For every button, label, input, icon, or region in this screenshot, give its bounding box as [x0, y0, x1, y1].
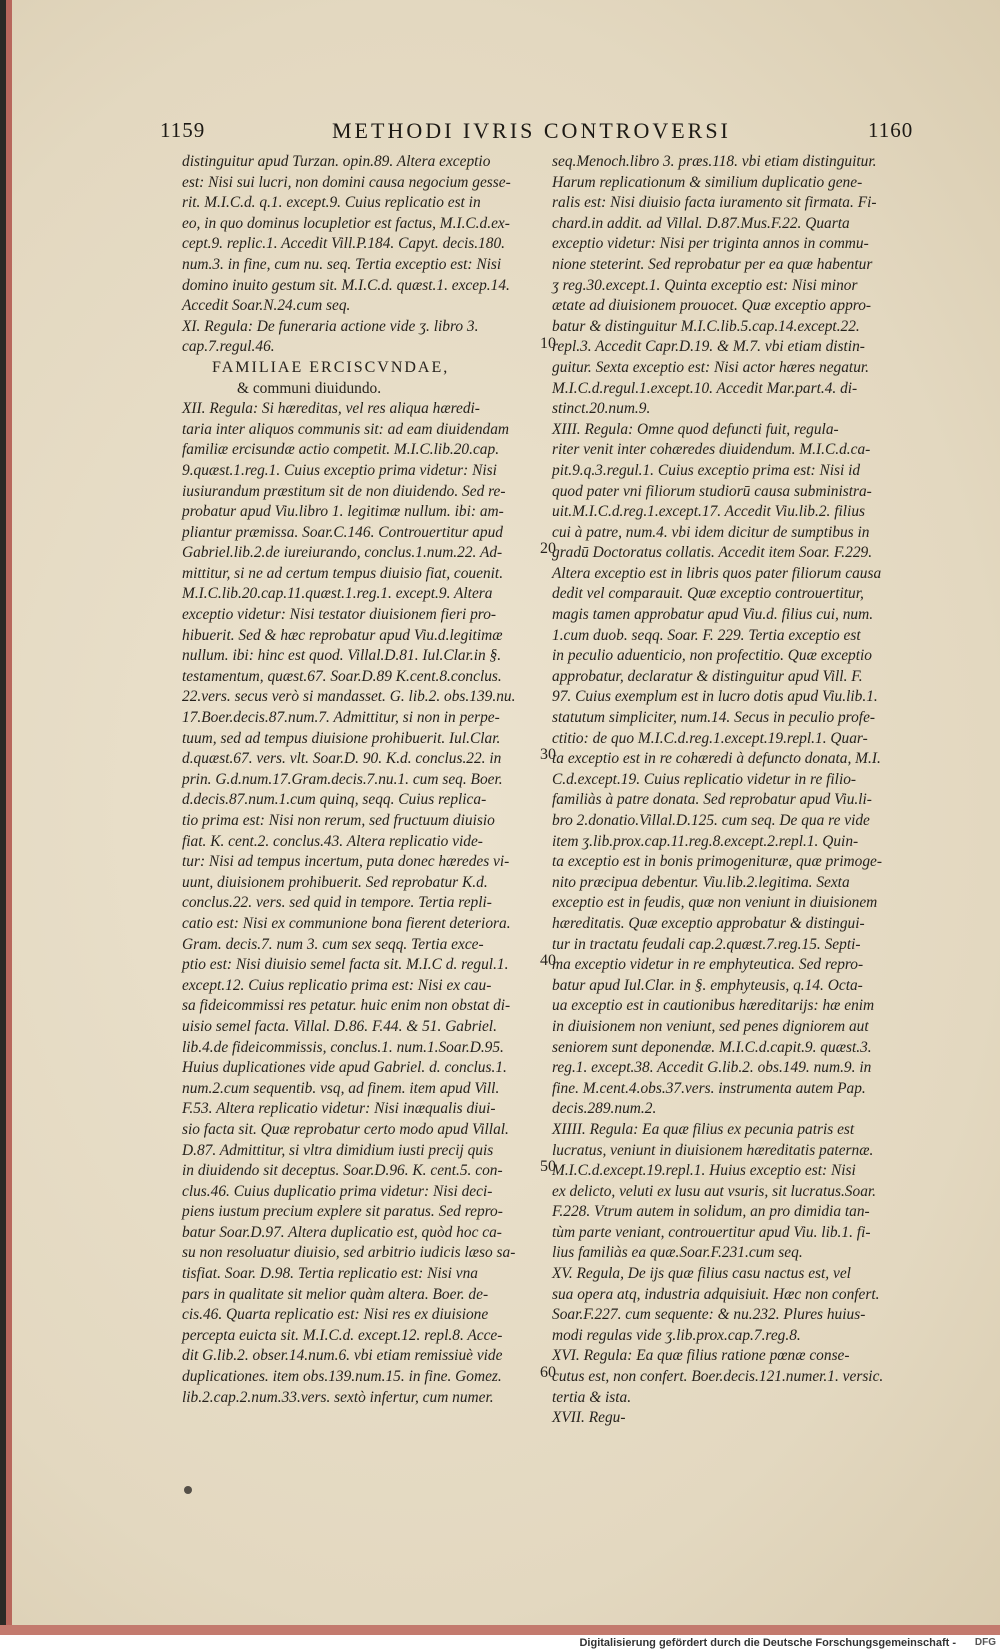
text-line: lius familiàs ea quæ.Soar.F.231.cum seq.	[552, 1244, 803, 1262]
text-line: XIII. Regula: Omne quod defuncti fuit, regula-	[552, 420, 839, 438]
text-line: 1.cum duob. seqq. Soar. F. 229. Tertia exceptio est	[552, 626, 861, 644]
text-line: num.2.cum sequentib. vsq, ad finem. item apud Vill.	[182, 1079, 500, 1097]
text-line: ta exceptio est in bonis primogenituræ, quæ primoge-	[552, 853, 883, 871]
text-line: modi regulas vide ʒ.lib.prox.cap.7.reg.8.	[552, 1326, 801, 1344]
text-line: nullum. ibi: hinc est quod. Villal.D.81. Iul.Clar.in §.	[182, 647, 502, 665]
text-line: conclus.22. vers. sed quid in tempore. Tertia repli-	[182, 894, 492, 912]
text-line: batur & distinguitur M.I.C.lib.5.cap.14.except.22.	[552, 317, 860, 335]
text-line: M.I.C.lib.20.cap.11.quæst.1.reg.1. except.9. Altera	[182, 585, 493, 603]
text-line: seq.Menoch.libro 3. præs.118. vbi etiam distinguitur.	[552, 153, 877, 170]
text-line: num.3. in fine, cum nu. seq. Tertia exceptio est: Nisi	[182, 255, 502, 273]
text-line: duplicationes. item obs.139.num.15. in fine. Gomez.	[182, 1368, 502, 1386]
text-line: rit. M.I.C.d. q.1. except.9. Cuius replicatio est in	[182, 194, 481, 212]
text-line: stinct.20.num.9.	[552, 400, 651, 418]
line-number: 30	[540, 746, 556, 763]
text-line: Gabriel.lib.2.de iureiurando, conclus.1.num.22. Ad-	[182, 544, 503, 562]
text-line: pars in qualitate sit melior quàm altera. Boer. de-	[182, 1285, 489, 1303]
text-line: Soar.F.227. cum sequente: & nu.232. Plures huius-	[552, 1306, 866, 1324]
text-line: uunt, diuisionem prohibuerit. Sed reprobatur K.d.	[182, 873, 488, 891]
text-line: repl.3. Accedit Capr.D.19. & M.7. vbi etiam distin-	[552, 338, 865, 356]
page-number-left: 1159	[160, 118, 206, 142]
text-line: 97. Cuius exemplum est in lucro dotis apud Viu.lib.1.	[552, 688, 878, 706]
text-line: tertia & ista.	[552, 1388, 632, 1406]
text-line: M.I.C.d.regul.1.except.10. Accedit Mar.part.4. di-	[552, 379, 858, 397]
text-line: iusiurandum præstitum sit de non diuidendo. Sed re-	[182, 482, 506, 500]
text-line: probatur apud Viu.libro 1. legitimæ nullum. ibi: am-	[182, 503, 504, 521]
text-line: 22.vers. secus verò si mandasset. G. lib.2. obs.139.nu.	[182, 688, 516, 706]
text-line: ctitio: de quo M.I.C.d.reg.1.except.19.repl.1. Quar-	[552, 729, 868, 747]
text-line: hibuerit. Sed & hæc reprobatur apud Viu.d.legitimæ	[182, 626, 503, 644]
text-line: d.decis.87.num.1.cum quinq, seqq. Cuius replica-	[182, 791, 487, 809]
text-line: lucratus, veniunt in diuisionem hæreditatis paternæ.	[552, 1141, 874, 1159]
page-number-right: 1160	[868, 118, 914, 142]
text-line: exceptio videtur: Nisi per triginta annos in commu-	[552, 235, 869, 253]
running-title: METHODI IVRIS CONTROVERSI	[332, 118, 731, 143]
text-line: in diuisionem non veniunt, sed penes digniorem aut	[552, 1017, 869, 1035]
text-line: Accedit Soar.N.24.cum seq.	[182, 297, 351, 315]
text-line: item ʒ.lib.prox.cap.11.reg.8.except.2.repl.1. Quin-	[552, 832, 859, 850]
text-line: statutum simpliciter, num.14. Secus in peculio profe-	[552, 709, 876, 727]
text-line: distinguitur apud Turzan. opin.89. Altera exceptio	[182, 153, 491, 170]
text-line: magis tamen approbatur apud Viu.d. filius cui, num.	[552, 606, 874, 624]
text-line: guitur. Sexta exceptio est: Nisi actor hæres negatur.	[552, 358, 870, 376]
text-line: cui à patre, num.4. vbi idem dicitur de sumptibus in	[552, 523, 870, 541]
text-line: ralis est: Nisi diuisio facta iuramento sit firmata. Fi-	[552, 194, 877, 212]
text-line: d.quæst.67. vers. vlt. Soar.D. 90. K.d. conclus.22. in	[182, 750, 502, 768]
text-line: dedit vel comparauit. Quæ exceptio controuertitur,	[552, 585, 864, 603]
text-line: 17.Boer.decis.87.num.7. Admittitur, si non in perpe-	[182, 709, 500, 727]
left-text-column	[182, 152, 562, 1408]
text-line: exceptio videtur: Nisi testator diuisionem fieri pro-	[182, 606, 497, 624]
text-line: tio prima est: Nisi non rerum, sed fructuum diuisio	[182, 812, 495, 829]
text-line: C.d.except.19. Cuius replicatio videtur in re filio-	[552, 770, 857, 788]
page-edge-band	[0, 1625, 1000, 1635]
text-line: batur Soar.D.97. Altera duplicatio est, quòd hoc ca-	[182, 1223, 502, 1241]
text-line: nito præcipua debentur. Viu.lib.2.legitima. Sexta	[552, 873, 850, 891]
line-number: 10	[540, 335, 556, 352]
text-line: familiàs à patre donata. Sed reprobatur apud Viu.li-	[552, 791, 872, 809]
text-line: reg.1. except.38. Accedit G.lib.2. obs.149. num.9. in	[552, 1059, 872, 1077]
text-line: XII. Regula: Si hæreditas, vel res aliqua hæredi-	[182, 400, 480, 418]
text-line: lib.4.de fideicommissis, conclus.1. num.1.Soar.D.95.	[182, 1038, 504, 1056]
text-line: tur in tractatu feudali cap.2.quæst.7.reg.15. Septi-	[552, 935, 861, 953]
text-line: chard.in addit. ad Villal. D.87.Mus.F.22. Quarta	[552, 214, 850, 232]
text-line: taria inter aliquos communis sit: ad eam diuidendam	[182, 420, 510, 438]
text-line: in peculio aduenticio, non profectitio. Quæ exceptio	[552, 647, 872, 665]
text-line: tuum, sed ad tempus diuisione prohibuerit. Iul.Clar.	[182, 729, 501, 747]
text-line: fiat. K. cent.2. conclus.43. Altera replicatio vide-	[182, 832, 483, 850]
text-line: sa fideicommissi res petatur. huic enim non obstat di-	[182, 997, 511, 1015]
text-line: XI. Regula: De funeraria actione vide ʒ. libro 3.	[182, 317, 479, 335]
text-line: F.228. Vtrum autem in solidum, an pro dimidia tan-	[552, 1203, 870, 1221]
right-text-column	[552, 152, 932, 1429]
text-line: seniorem sunt deponendæ. M.I.C.d.capit.9. quæst.3.	[552, 1038, 872, 1056]
line-number: 20	[540, 540, 556, 557]
text-line: exceptio est in feudis, quæ non veniunt in diuisionem	[552, 894, 878, 912]
text-line: gradū Doctoratus collatis. Accedit item Soar. F.229.	[552, 544, 873, 562]
text-line: piens iustum precium explere sit paratus. Sed repro-	[182, 1203, 503, 1221]
text-line: except.12. Cuius replicatio prima est: Nisi ex cau-	[182, 976, 492, 994]
text-line: ʒ reg.30.except.1. Quinta exceptio est: Nisi minor	[552, 276, 858, 294]
text-line: 9.quæst.1.reg.1. Cuius exceptio prima videtur: Nisi	[182, 461, 497, 479]
text-line: percepta euicta sit. M.I.C.d. except.12. repl.8. Acce-	[182, 1326, 503, 1344]
text-line: cutus est, non confert. Boer.decis.121.numer.1. versic.	[552, 1368, 884, 1386]
text-line: clus.46. Cuius duplicatio prima videtur: Nisi deci-	[182, 1182, 493, 1200]
text-line: FAMILIAE ERCISCVNDAE,	[212, 358, 450, 376]
text-line: cis.46. Quarta replicatio est: Nisi res ex diuisione	[182, 1306, 489, 1324]
text-line: sua opera atq, industria adquisiuit. Hæc non confert.	[552, 1285, 880, 1303]
text-line: domino inuito gestum sit. M.I.C.d. quæst.1. excep.14.	[182, 276, 510, 294]
line-number: 50	[540, 1158, 556, 1175]
text-line: decis.289.num.2.	[552, 1100, 657, 1118]
text-line: in diuidendo sit deceptus. Soar.D.96. K. cent.5. con-	[182, 1162, 503, 1180]
text-line: fine. M.cent.4.obs.37.vers. instrumenta autem Pap.	[552, 1079, 866, 1097]
text-line: XV. Regula, De ijs quæ filius casu nactus est, vel	[552, 1265, 851, 1283]
text-line: tùm parte veniant, controuertitur apud Viu. lib.1. fi-	[552, 1223, 871, 1241]
text-line: ta exceptio est in re cohæredi à defuncto donata, M.I.	[552, 750, 881, 768]
text-line: bro 2.donatio.Villal.D.125. cum seq. De qua re vide	[552, 812, 870, 829]
text-line: dit G.lib.2. obser.14.num.6. vbi etiam remissiuè vide	[182, 1347, 503, 1365]
text-line: est: Nisi sui lucri, non domini causa negocium gesse-	[182, 173, 511, 191]
text-line: su non resoluatur diuisio, sed arbitrio iudicis læso sa-	[182, 1244, 516, 1262]
text-line: ex delicto, veluti ex lusu aut vsuris, sit lucratus.Soar.	[552, 1182, 877, 1200]
text-line: familiæ ercisundæ actio competit. M.I.C.lib.20.cap.	[182, 441, 500, 459]
text-line: XVII. Regu-	[552, 1409, 626, 1427]
text-line: catio est: Nisi ex communione bona fierent deteriora.	[182, 914, 511, 932]
text-line: Harum replicationum & similium duplicatio gene-	[552, 173, 863, 191]
text-line: M.I.C.d.except.19.repl.1. Huius exceptio est: Nisi	[552, 1162, 856, 1180]
text-line: tur: Nisi ad tempus incertum, puta donec hæredes vi-	[182, 853, 510, 871]
text-line: cept.9. replic.1. Accedit Vill.P.184. Capyt. decis.180.	[182, 235, 505, 253]
text-line: sio facta sit. Quæ reprobatur certo modo apud Villal.	[182, 1120, 509, 1138]
text-line: riter venit inter cohæredes diuidendum. M.I.C.d.ca-	[552, 441, 871, 459]
text-line: lib.2.cap.2.num.33.vers. sextò infertur, cum numer.	[182, 1388, 494, 1406]
text-line: approbatur, declaratur & distinguitur apud Vill. F.	[552, 667, 863, 685]
dfg-logo: DFG	[974, 1637, 996, 1648]
text-line: Gram. decis.7. num 3. cum sex seqq. Tertia exce-	[182, 935, 484, 953]
footer-credit: Digitalisierung gefördert durch die Deutsche Forschungsgemeinschaft -	[579, 1637, 956, 1649]
text-line: batur apud Iul.Clar. in §. emphyteusis, q.14. Octa-	[552, 976, 863, 994]
text-line: ætate ad diuisionem prouocet. Quæ exceptio appro-	[552, 297, 872, 315]
text-line: uisio semel facta. Villal. D.86. F.44. & 51. Gabriel.	[182, 1017, 497, 1035]
text-line: nione steterint. Sed reprobatur per ea quæ habentur	[552, 255, 873, 273]
text-line: prin. G.d.num.17.Gram.decis.7.nu.1. cum seq. Boer.	[182, 770, 503, 788]
ink-spot	[184, 1486, 192, 1494]
text-line: pit.9.q.3.regul.1. Cuius exceptio prima est: Nisi id	[552, 461, 861, 479]
text-line: ua exceptio est in cautionibus hæreditarijs: hæ enim	[552, 997, 875, 1015]
text-line: D.87. Admittitur, si vltra dimidium iusti precij quis	[182, 1141, 494, 1159]
text-line: & communi diuidundo.	[237, 379, 382, 397]
text-line: tisfiat. Soar. D.98. Tertia replicatio est: Nisi vna	[182, 1265, 478, 1283]
text-line: eo, in quo dominus locupletior est factus, M.I.C.d.ex-	[182, 214, 510, 232]
text-line: mittitur, si ne ad certum tempus diuisio fiat, couenit.	[182, 564, 504, 582]
text-line: uit.M.I.C.d.reg.1.except.17. Accedit Viu.lib.2. filius	[552, 503, 866, 521]
text-line: quod pater vni filiorum studiorū causa subministra-	[552, 482, 872, 500]
text-line: ptio est: Nisi diuisio semel facta sit. M.I.C d. regul.1.	[182, 956, 509, 974]
text-line: XVI. Regula: Ea quæ filius ratione pœnæ conse-	[552, 1347, 850, 1365]
text-line: testamentum, quæst.67. Soar.D.89 K.cent.8.conclus.	[182, 667, 502, 685]
text-line: pliantur præmissa. Soar.C.146. Controuertitur apud	[182, 523, 503, 541]
text-line: XIIII. Regula: Ea quæ filius ex pecunia patris est	[552, 1120, 855, 1138]
text-line: hæreditatis. Quæ exceptio approbatur & distingui-	[552, 914, 865, 932]
line-number: 40	[540, 952, 556, 969]
text-line: F.53. Altera replicatio videtur: Nisi inæqualis diui-	[182, 1100, 496, 1118]
text-line: Huius duplicationes vide apud Gabriel. d. conclus.1.	[182, 1059, 507, 1077]
line-number: 60	[540, 1364, 556, 1381]
text-line: Altera exceptio est in libris quos pater filiorum causa	[552, 564, 882, 582]
text-line: cap.7.regul.46.	[182, 338, 275, 356]
text-line: ma exceptio videtur in re emphyteutica. Sed repro-	[552, 956, 864, 974]
